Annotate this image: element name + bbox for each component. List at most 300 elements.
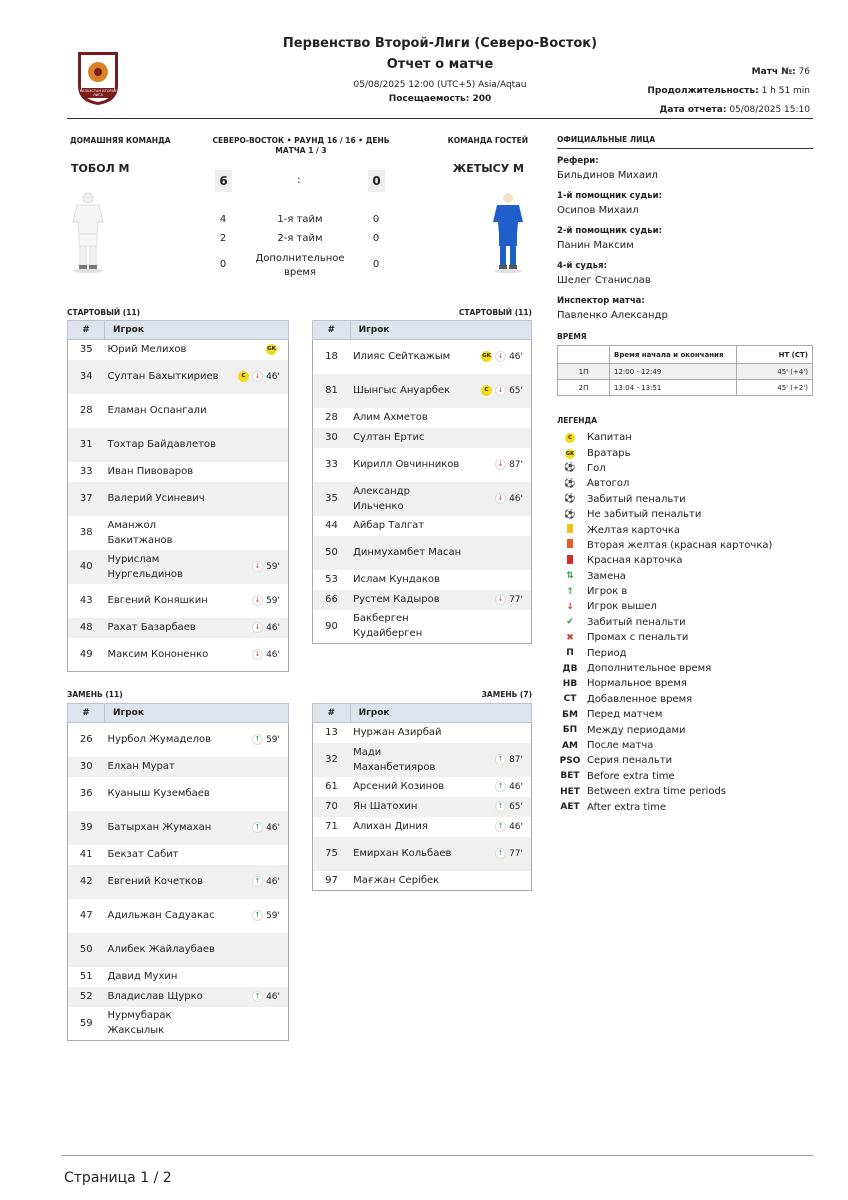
away-team-name: ЖЕТЫСУ М [452, 162, 524, 175]
footer-divider [62, 1155, 813, 1156]
player-number: 71 [313, 817, 351, 837]
col-player: Игрок [105, 321, 289, 340]
player-in-icon: ↑ [252, 876, 263, 887]
extra-label: Дополнительное время [255, 253, 345, 278]
sub-minute: 46' [266, 372, 280, 382]
player-events [221, 723, 289, 757]
sub-minute: 46' [509, 494, 523, 504]
penalty-scored-check-icon: ✔ [566, 617, 574, 628]
player-events [221, 516, 289, 550]
player-number: 33 [68, 462, 105, 482]
penalty-not-scored-icon: ⚽ [564, 509, 576, 520]
match-meta [647, 63, 810, 120]
player-row [313, 340, 532, 374]
legend-text: Красная карточка [587, 555, 683, 567]
player-events [463, 777, 532, 797]
player-row [313, 516, 532, 536]
legend-text: Игрок вышел [587, 601, 657, 613]
time-table [557, 345, 813, 396]
player-name: Мағжан Серібек [350, 871, 463, 891]
player-events [221, 933, 289, 967]
player-row [313, 871, 532, 891]
sub-minute: 59' [266, 911, 280, 921]
match-datetime: 05/08/2025 12:00 (UTC+5) Asia/Aqtau [353, 80, 527, 90]
sub-minute: 46' [266, 992, 280, 1002]
player-row [68, 360, 289, 394]
player-number: 70 [313, 797, 351, 817]
player-out-icon: ↓ [495, 594, 506, 605]
competition-title: Первенство Второй-Лиги (Северо-Восток) [282, 36, 598, 51]
away-start-table [312, 320, 532, 644]
player-row [68, 340, 289, 360]
legend-text: Вторая желтая (красная карточка) [587, 539, 773, 551]
player-events [221, 811, 289, 845]
legend-text: Before extra time [587, 770, 675, 782]
player-row [313, 837, 532, 871]
player-events [221, 1007, 289, 1041]
official-role: 4-й судья: [557, 261, 608, 271]
player-in-icon: ↑ [495, 781, 506, 792]
report-date: 05/08/2025 15:10 [729, 105, 810, 115]
player-number: 30 [313, 428, 351, 448]
sub-minute: 59' [266, 735, 280, 746]
sub-minute: 46' [266, 649, 280, 660]
player-name: Мади Маханбетияров [350, 743, 463, 777]
time-range: 12:00 - 12:49 [610, 364, 737, 380]
player-number: 41 [68, 845, 105, 865]
home-start-table [67, 320, 289, 672]
legend-text: Серия пенальти [587, 755, 673, 767]
away-subs-label: ЗАМЕНЬ (7) [481, 690, 532, 699]
player-events [463, 590, 532, 610]
player-number: 28 [68, 394, 105, 428]
player-out-icon: ↓ [495, 351, 506, 362]
player-name: Емирхан Кольбаев [350, 837, 463, 871]
officials-list [557, 156, 812, 331]
player-number: 31 [68, 428, 105, 462]
player-row [313, 536, 532, 570]
sub-minute: 87' [509, 755, 523, 765]
legend-text: After extra time [587, 801, 667, 813]
legend-text: Желтая карточка [587, 524, 680, 536]
player-row [68, 550, 289, 584]
legend-item [559, 538, 819, 553]
player-row [68, 1007, 289, 1041]
time-col-ht: НТ (СТ) [737, 346, 813, 364]
player-in-icon: ↑ [495, 821, 506, 832]
page-number: Страница 1 / 2 [64, 1170, 172, 1186]
legend-item [559, 461, 819, 476]
goalkeeper-icon: GK [566, 450, 574, 457]
player-name: Елхан Мурат [105, 757, 221, 777]
player-row [313, 817, 532, 837]
home-team-name: ТОБОЛ М [71, 162, 130, 175]
player-events [463, 871, 532, 891]
player-number: 30 [68, 757, 105, 777]
player-number: 36 [68, 777, 105, 811]
player-name: Рустем Кадыров [350, 590, 463, 610]
player-events [221, 340, 289, 360]
player-events [221, 428, 289, 462]
legend-item [559, 722, 819, 737]
extra-away: 0 [372, 259, 380, 270]
legend-item [559, 522, 819, 537]
player-events [221, 394, 289, 428]
player-number: 40 [68, 550, 105, 584]
player-in-icon: ↑ [566, 586, 574, 597]
player-in-icon: ↑ [252, 910, 263, 921]
added-time-abbr: СТ [563, 694, 577, 705]
legend-item [559, 445, 819, 460]
pso-abbr: PSO [559, 755, 581, 766]
official-name: Панин Максим [557, 240, 634, 251]
player-name: Иван Пивоваров [107, 466, 194, 477]
player-row [313, 408, 532, 428]
player-number: 90 [313, 610, 351, 644]
round-info: СЕВЕРО-ВОСТОК • РАУНД 16 / 16 • ДЕНЬ МАТЧА 1 / 3 [212, 136, 390, 155]
player-row [68, 865, 289, 899]
time-title: ВРЕМЯ [557, 332, 587, 341]
het-abbr: HET [560, 786, 580, 797]
legend-text: Добавленное время [587, 693, 693, 705]
player-events [463, 837, 532, 871]
duration: 1 h 51 min [761, 86, 810, 96]
normal-time-abbr: НВ [562, 678, 578, 689]
player-number: 38 [68, 516, 105, 550]
player-number: 34 [68, 360, 105, 394]
player-name: Евгений Коняшкин [107, 595, 208, 606]
legend-item [559, 661, 819, 676]
player-number: 35 [68, 340, 105, 360]
player-number: 50 [313, 536, 351, 570]
player-number: 75 [313, 837, 351, 871]
player-events [463, 482, 532, 516]
between-periods-abbr: БП [562, 725, 578, 736]
player-row [313, 482, 532, 516]
half1-label: 1-я тайм [277, 214, 323, 225]
player-name: Рахат Базарбаев [105, 618, 221, 638]
second-yellow-icon [559, 539, 581, 551]
legend-item [559, 799, 819, 814]
goal-icon: ⚽ [564, 463, 576, 474]
legend-text: Between extra time periods [587, 786, 727, 798]
legend-text: Перед матчем [587, 709, 663, 721]
official-role: Инспектор матча: [557, 296, 645, 306]
period-abbr: П [566, 648, 574, 659]
attendance [250, 94, 630, 104]
player-name: Нурислам Нургельдинов [105, 550, 221, 584]
attendance-value: 200 [472, 94, 492, 104]
player-name: Султан Ертис [350, 428, 463, 448]
player-row [68, 845, 289, 865]
player-events [463, 408, 532, 428]
sub-minute: 65' [509, 386, 523, 396]
player-number: 97 [313, 871, 351, 891]
legend-text: Не забитый пенальти [587, 509, 702, 521]
player-out-icon: ↓ [252, 622, 263, 633]
player-name: Шынгыс Ануарбек [350, 374, 463, 408]
player-row [68, 723, 289, 757]
legend-item [559, 507, 819, 522]
player-row [313, 797, 532, 817]
legend-item [559, 707, 819, 722]
player-events [463, 817, 532, 837]
player-events [221, 360, 289, 394]
player-name: Тохтар Байдавлетов [105, 428, 221, 462]
official-role: Рефери: [557, 156, 599, 166]
player-number: 50 [68, 933, 105, 967]
legend-item [559, 692, 819, 707]
player-out-icon: ↓ [252, 371, 263, 382]
player-events [221, 482, 289, 516]
player-out-icon: ↓ [495, 385, 506, 396]
player-name: Арсений Козинов [353, 781, 445, 792]
player-row [68, 394, 289, 428]
score-separator: : [297, 173, 301, 186]
player-name: Евгений Кочетков [105, 865, 221, 899]
player-name: Алим Ахметов [353, 412, 428, 423]
legend-item [559, 492, 819, 507]
official-name: Осипов Михаил [557, 205, 639, 216]
player-name: Владислав Щурко [105, 987, 221, 1007]
captain-icon: C [481, 385, 492, 396]
legend-text: Гол [587, 462, 606, 474]
player-out-icon: ↓ [495, 459, 506, 470]
aet-abbr: AET [560, 802, 580, 813]
player-number: 44 [313, 516, 351, 536]
yellow-card-icon [559, 524, 581, 536]
legend-text: После матча [587, 740, 654, 751]
away-subs-table [312, 703, 532, 891]
legend-item [559, 476, 819, 491]
player-name: Динмухамбет Масан [350, 536, 463, 570]
player-row [68, 933, 289, 967]
captain-icon: C [238, 371, 249, 382]
player-events [463, 743, 532, 777]
official-name: Павленко Александр [557, 310, 668, 321]
player-name: Александр Ильченко [350, 482, 463, 516]
time-row [558, 380, 813, 396]
player-in-icon: ↑ [495, 801, 506, 812]
player-in-icon: ↑ [252, 734, 263, 745]
player-out-icon: ↓ [566, 601, 574, 612]
player-name: Давид Мухин [107, 971, 178, 982]
player-number: 33 [313, 448, 351, 482]
player-row [313, 428, 532, 448]
extra-time-abbr: ДВ [562, 663, 578, 674]
official-name: Бильдинов Михаил [557, 170, 658, 181]
legend-item [559, 676, 819, 691]
sub-minute: 46' [266, 823, 280, 833]
away-score: 0 [368, 170, 385, 192]
official-role: 2-й помощник судьи: [557, 226, 662, 236]
player-name: Айбар Талгат [353, 520, 425, 531]
sub-minute: 87' [509, 460, 523, 470]
player-name: Нурбол Жумаделов [107, 734, 211, 746]
home-kit-icon [70, 192, 106, 274]
player-in-icon: ↑ [252, 822, 263, 833]
officials-divider [557, 148, 813, 149]
player-row [68, 811, 289, 845]
report-date-label: Дата отчета: [659, 105, 727, 115]
legend-text: Период [587, 647, 627, 659]
time-row [558, 364, 813, 380]
player-number: 32 [313, 743, 351, 777]
player-row [68, 899, 289, 933]
legend-text: Забитый пенальти [587, 616, 686, 628]
official-role: 1-й помощник судьи: [557, 191, 662, 201]
legend-title: ЛЕГЕНДА [557, 416, 598, 425]
player-name: Нуржан Азирбай [353, 727, 442, 739]
player-row [313, 723, 532, 743]
player-events [221, 757, 289, 777]
player-events [463, 723, 532, 743]
player-events [463, 610, 532, 644]
penalty-scored-icon: ⚽ [564, 494, 576, 505]
player-row [68, 967, 289, 987]
logo-text: КАЗАХСТАН ВТОРАЯ ЛИГА [79, 89, 117, 97]
player-in-icon: ↑ [495, 848, 506, 859]
legend-text: Капитан [587, 432, 632, 444]
player-name: Бекзат Сабит [107, 849, 179, 860]
home-start-label: СТАРТОВЫЙ (11) [67, 308, 141, 317]
time-period: 2П [558, 380, 610, 396]
attendance-label: Посещаемость: [388, 94, 470, 104]
half1-away: 0 [372, 214, 380, 225]
player-row [68, 638, 289, 672]
sub-minute: 46' [509, 822, 523, 832]
player-number: 81 [313, 374, 351, 408]
legend-item [559, 430, 819, 445]
legend-text: Вратарь [587, 447, 631, 459]
player-row [313, 743, 532, 777]
half2-home: 2 [219, 233, 227, 244]
player-number: 42 [68, 865, 105, 899]
half2-label: 2-я тайм [277, 233, 323, 244]
player-name: Максим Кононенко [105, 638, 221, 672]
legend-item [559, 769, 819, 784]
player-events [221, 987, 289, 1007]
player-row [68, 482, 289, 516]
substitution-icon: ⇅ [566, 571, 574, 582]
player-events [221, 618, 289, 638]
player-name: Бакберген Кудайберген [350, 610, 463, 644]
player-name: Адильжан Садуакас [107, 910, 215, 921]
player-name: Аманжол Бакитжанов [107, 519, 173, 546]
player-number: 35 [313, 482, 351, 516]
player-events [221, 865, 289, 899]
extra-home: 0 [219, 259, 227, 270]
player-events [221, 550, 289, 584]
goalkeeper-icon: GK [481, 351, 492, 362]
legend-text: Нормальное время [587, 678, 687, 690]
sub-minute: 46' [266, 877, 280, 887]
player-out-icon: ↓ [252, 649, 263, 660]
before-match-abbr: БМ [562, 709, 578, 720]
player-number: 39 [68, 811, 105, 845]
legend-text: Между периодами [587, 724, 686, 736]
player-row [313, 777, 532, 797]
player-name: Илияс Сейткажым [353, 351, 451, 363]
player-events [463, 374, 532, 408]
sub-minute: 59' [266, 562, 280, 572]
player-name: Ян Шатохин [350, 797, 463, 817]
legend-text: Промах с пенальти [587, 632, 689, 644]
col-player: Игрок [105, 704, 289, 723]
player-events [221, 777, 289, 811]
player-number: 51 [68, 967, 105, 987]
player-name: Кирилл Овчинников [353, 459, 460, 470]
captain-icon: C [559, 432, 581, 443]
sub-minute: 46' [509, 352, 523, 363]
penalty-miss-icon: ✖ [566, 632, 574, 643]
player-name: Нурмубарак Жаксылык [105, 1007, 221, 1041]
header-divider [67, 118, 813, 119]
player-events [463, 448, 532, 482]
player-name: Батырхан Жумахан [105, 811, 221, 845]
player-name: Валерий Усиневич [105, 482, 221, 516]
legend-item [559, 645, 819, 660]
legend-item [559, 553, 819, 568]
bet-abbr: BET [560, 771, 580, 782]
player-in-icon: ↑ [252, 991, 263, 1002]
away-kit-icon [490, 192, 526, 274]
legend-item [559, 784, 819, 799]
player-name: Алихан Диния [353, 821, 428, 832]
player-number: 13 [313, 723, 351, 743]
player-name: Ислам Кундаков [353, 574, 440, 585]
half1-home: 4 [219, 214, 227, 225]
home-score: 6 [215, 170, 232, 192]
col-player: Игрок [350, 704, 531, 723]
sub-minute: 46' [266, 623, 280, 633]
player-name: Куаныш Кузембаев [107, 788, 210, 799]
player-row [313, 570, 532, 590]
match-no: 76 [798, 67, 810, 77]
player-events [463, 516, 532, 536]
player-number: 26 [68, 723, 105, 757]
col-number: # [68, 321, 105, 340]
player-name: Юрий Мелихов [107, 344, 187, 356]
sub-minute: 46' [509, 782, 523, 792]
report-subtitle: Отчет о матче [386, 57, 494, 72]
official-name: Шелег Станислав [557, 275, 651, 286]
sub-minute: 59' [266, 596, 280, 606]
player-number: 52 [68, 987, 105, 1007]
player-events [221, 967, 289, 987]
time-range: 13:04 - 13:51 [610, 380, 737, 396]
legend-item [559, 584, 819, 599]
player-events [463, 570, 532, 590]
player-events [463, 797, 532, 817]
player-number: 66 [313, 590, 351, 610]
legend-item [559, 753, 819, 768]
legend-text: Игрок в [587, 586, 628, 598]
col-number: # [313, 704, 351, 723]
time-ht: 45' (+2') [737, 380, 813, 396]
legend-item [559, 615, 819, 630]
player-number: 48 [68, 618, 105, 638]
report-header [250, 36, 630, 104]
player-row [68, 584, 289, 618]
home-team-label: ДОМАШНЯЯ КОМАНДА [70, 136, 171, 145]
player-row [68, 428, 289, 462]
player-name: Султан Бахыткириев [105, 360, 221, 394]
legend-item [559, 569, 819, 584]
player-row [68, 777, 289, 811]
player-number: 47 [68, 899, 105, 933]
home-subs-table [67, 703, 289, 1041]
